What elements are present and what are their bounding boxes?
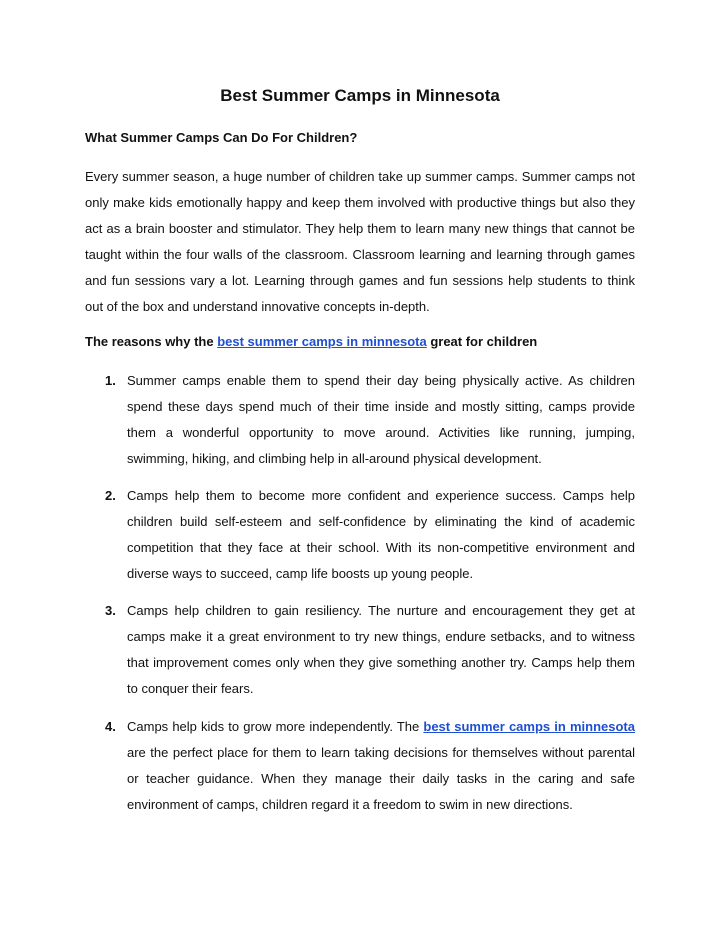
list-item-4: [85, 714, 635, 818]
list-item-1: [85, 368, 635, 472]
list-item-text: [127, 714, 635, 818]
list-item-number: 1.: [105, 373, 116, 388]
list-item-link[interactable]: best summer camps in minnesota: [423, 719, 635, 734]
reasons-heading-before: The reasons why the: [85, 334, 218, 349]
reasons-heading: [85, 334, 537, 349]
list-item-text-after: are the perfect place for them to learn taking decisions for themselves without parental or teacher guidance. When they manage their daily tasks in the caring and safe environment of camps, children regard it a freedom to swim in new directions.: [127, 745, 635, 812]
list-item-number: 4.: [105, 719, 116, 734]
list-item-text: Summer camps enable them to spend their day being physically active. As children spend these days spend much of their time inside and mostly sitting, camps provide them a wonderful opportunity to move around. Activities like running, jumping, swimming, hiking, and climbing help in all-around physical development.: [127, 373, 635, 466]
document-title: Best Summer Camps in Minnesota: [220, 86, 500, 105]
list-item-text-before: Camps help kids to grow more independently. The: [127, 719, 424, 734]
list-item-number: 3.: [105, 603, 116, 618]
section-subheading: What Summer Camps Can Do For Children?: [85, 130, 358, 145]
reasons-heading-link[interactable]: best summer camps in minnesota: [217, 334, 427, 349]
list-item-text: Camps help children to gain resiliency. The nurture and encouragement they get at camps make it a great environment to try new things, endure setbacks, and to witness that improvement comes only when they give something another try. Camps help them to conquer their fears.: [127, 603, 635, 696]
intro-paragraph: Every summer season, a huge number of children take up summer camps. Summer camps not only make kids emotionally happy and keep them involved with productive things but also they act as a brain booster and stimulator. They help them to learn many new things that cannot be taught within the four walls of the classroom. Classroom learning and learning through games and fun sessions vary a lot. Learning through games and fun sessions help students to think out of the box and understand innovative concepts in-depth.: [85, 169, 635, 314]
reasons-heading-after: great for children: [426, 334, 538, 349]
list-item-number: 2.: [105, 488, 116, 503]
list-item-2: [85, 483, 635, 587]
list-item-3: [85, 598, 635, 702]
list-item-text: Camps help them to become more confident and experience success. Camps help children build self-esteem and self-confidence by eliminating the kind of academic competition that they face at their school. With its non-competitive environment and diverse ways to succeed, camp life boosts up young people.: [127, 488, 635, 581]
